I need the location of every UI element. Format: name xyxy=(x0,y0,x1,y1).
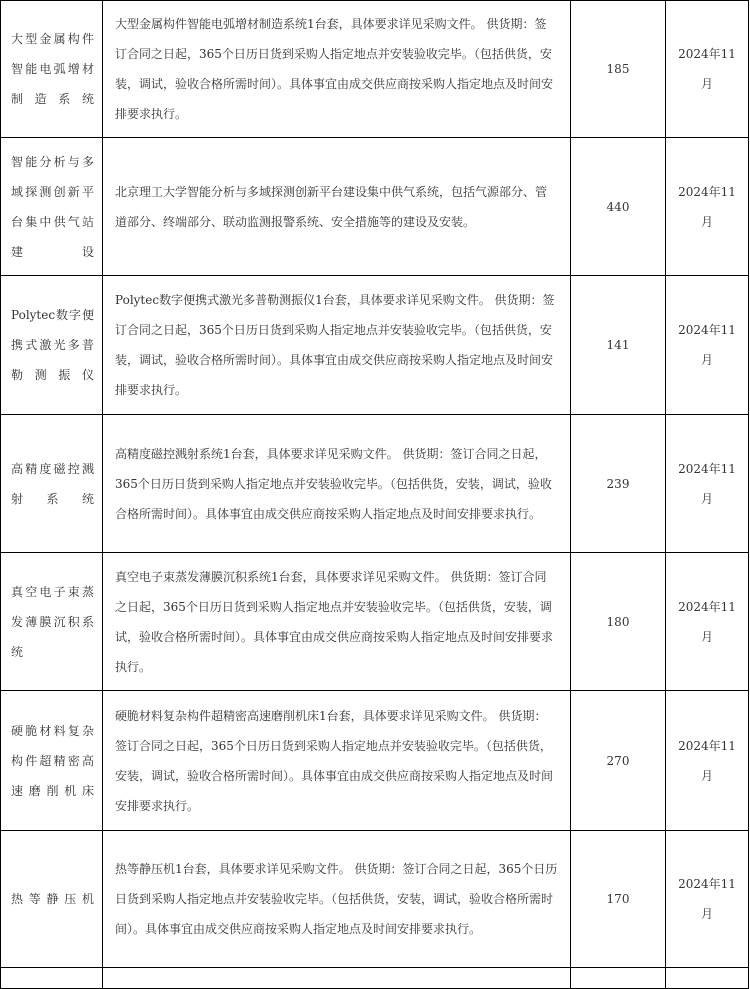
item-date-cell: 2024年11月 xyxy=(666,415,749,553)
table-row xyxy=(1,553,749,691)
item-description-cell: 真空电子束蒸发薄膜沉积系统1台套，具体要求详见采购文件。 供货期：签订合同之日起，365个日历日货到采购人指定地点并安装验收完毕。（包括供货，安装，调试，验收合格所需时间）。具体事宜由成交供应商按采购人指定地点及时间安排要求执行。 xyxy=(103,553,571,691)
item-description-cell: 北京理工大学智能分析与多域探测创新平台建设集中供气系统，包括气源部分、管道部分、终端部分、联动监测报警系统、安全措施等的建设及安装。 xyxy=(103,138,571,276)
item-date-cell: 2024年11月 xyxy=(666,831,749,968)
table-row-partial xyxy=(1,968,749,989)
item-amount-cell: 270 xyxy=(571,691,666,831)
item-amount-cell: 180 xyxy=(571,553,666,691)
item-description-cell: 硬脆材料复杂构件超精密高速磨削机床1台套，具体要求详见采购文件。 供货期：签订合同之日起，365个日历日货到采购人指定地点并安装验收完毕。（包括供货，安装，调试，验收合格所需时间）。具体事宜由成交供应商按采购人指定地点及时间安排要求执行。 xyxy=(103,691,571,831)
table-row xyxy=(1,415,749,553)
item-amount-cell: 440 xyxy=(571,138,666,276)
table-row xyxy=(1,831,749,968)
empty-cell xyxy=(666,968,749,989)
item-name-cell: 真空电子束蒸发薄膜沉积系统 xyxy=(1,553,103,691)
item-description-cell: 热等静压机1台套，具体要求详见采购文件。 供货期：签订合同之日起，365个日历日货到采购人指定地点并安装验收完毕。（包括供货，安装，调试，验收合格所需时间）。具体事宜由成交供应商按采购人指定地点及时间安排要求执行。 xyxy=(103,831,571,968)
item-date-cell: 2024年11月 xyxy=(666,1,749,138)
empty-cell xyxy=(103,968,571,989)
item-name-cell: 智能分析与多域探测创新平台集中供气站建设 xyxy=(1,138,103,276)
item-description-cell: 高精度磁控溅射系统1台套，具体要求详见采购文件。 供货期：签订合同之日起，365个日历日货到采购人指定地点并安装验收完毕。（包括供货，安装，调试，验收合格所需时间）。具体事宜由成交供应商按采购人指定地点及时间安排要求执行。 xyxy=(103,415,571,553)
item-date-cell: 2024年11月 xyxy=(666,553,749,691)
item-amount-cell: 185 xyxy=(571,1,666,138)
item-description-cell: Polytec数字便携式激光多普勒测振仪1台套，具体要求详见采购文件。 供货期：签订合同之日起，365个日历日货到采购人指定地点并安装验收完毕。（包括供货，安装，调试，验收合格所需时间）。具体事宜由成交供应商按采购人指定地点及时间安排要求执行。 xyxy=(103,276,571,415)
table-row xyxy=(1,138,749,276)
empty-cell xyxy=(1,968,103,989)
table-row xyxy=(1,1,749,138)
item-description-cell: 大型金属构件智能电弧增材制造系统1台套，具体要求详见采购文件。 供货期：签订合同之日起，365个日历日货到采购人指定地点并安装验收完毕。（包括供货，安装，调试，验收合格所需时间）。具体事宜由成交供应商按采购人指定地点及时间安排要求执行。 xyxy=(103,1,571,138)
item-name-cell: 硬脆材料复杂构件超精密高速磨削机床 xyxy=(1,691,103,831)
table-row xyxy=(1,276,749,415)
item-date-cell: 2024年11月 xyxy=(666,691,749,831)
item-date-cell: 2024年11月 xyxy=(666,138,749,276)
item-amount-cell: 141 xyxy=(571,276,666,415)
item-name-cell: Polytec数字便携式激光多普勒测振仪 xyxy=(1,276,103,415)
item-amount-cell: 170 xyxy=(571,831,666,968)
item-name-cell: 高精度磁控溅射系统 xyxy=(1,415,103,553)
item-name-cell: 大型金属构件智能电弧增材制造系统 xyxy=(1,1,103,138)
item-date-cell: 2024年11月 xyxy=(666,276,749,415)
empty-cell xyxy=(571,968,666,989)
table-row xyxy=(1,691,749,831)
item-amount-cell: 239 xyxy=(571,415,666,553)
item-name-cell: 热等静压机 xyxy=(1,831,103,968)
